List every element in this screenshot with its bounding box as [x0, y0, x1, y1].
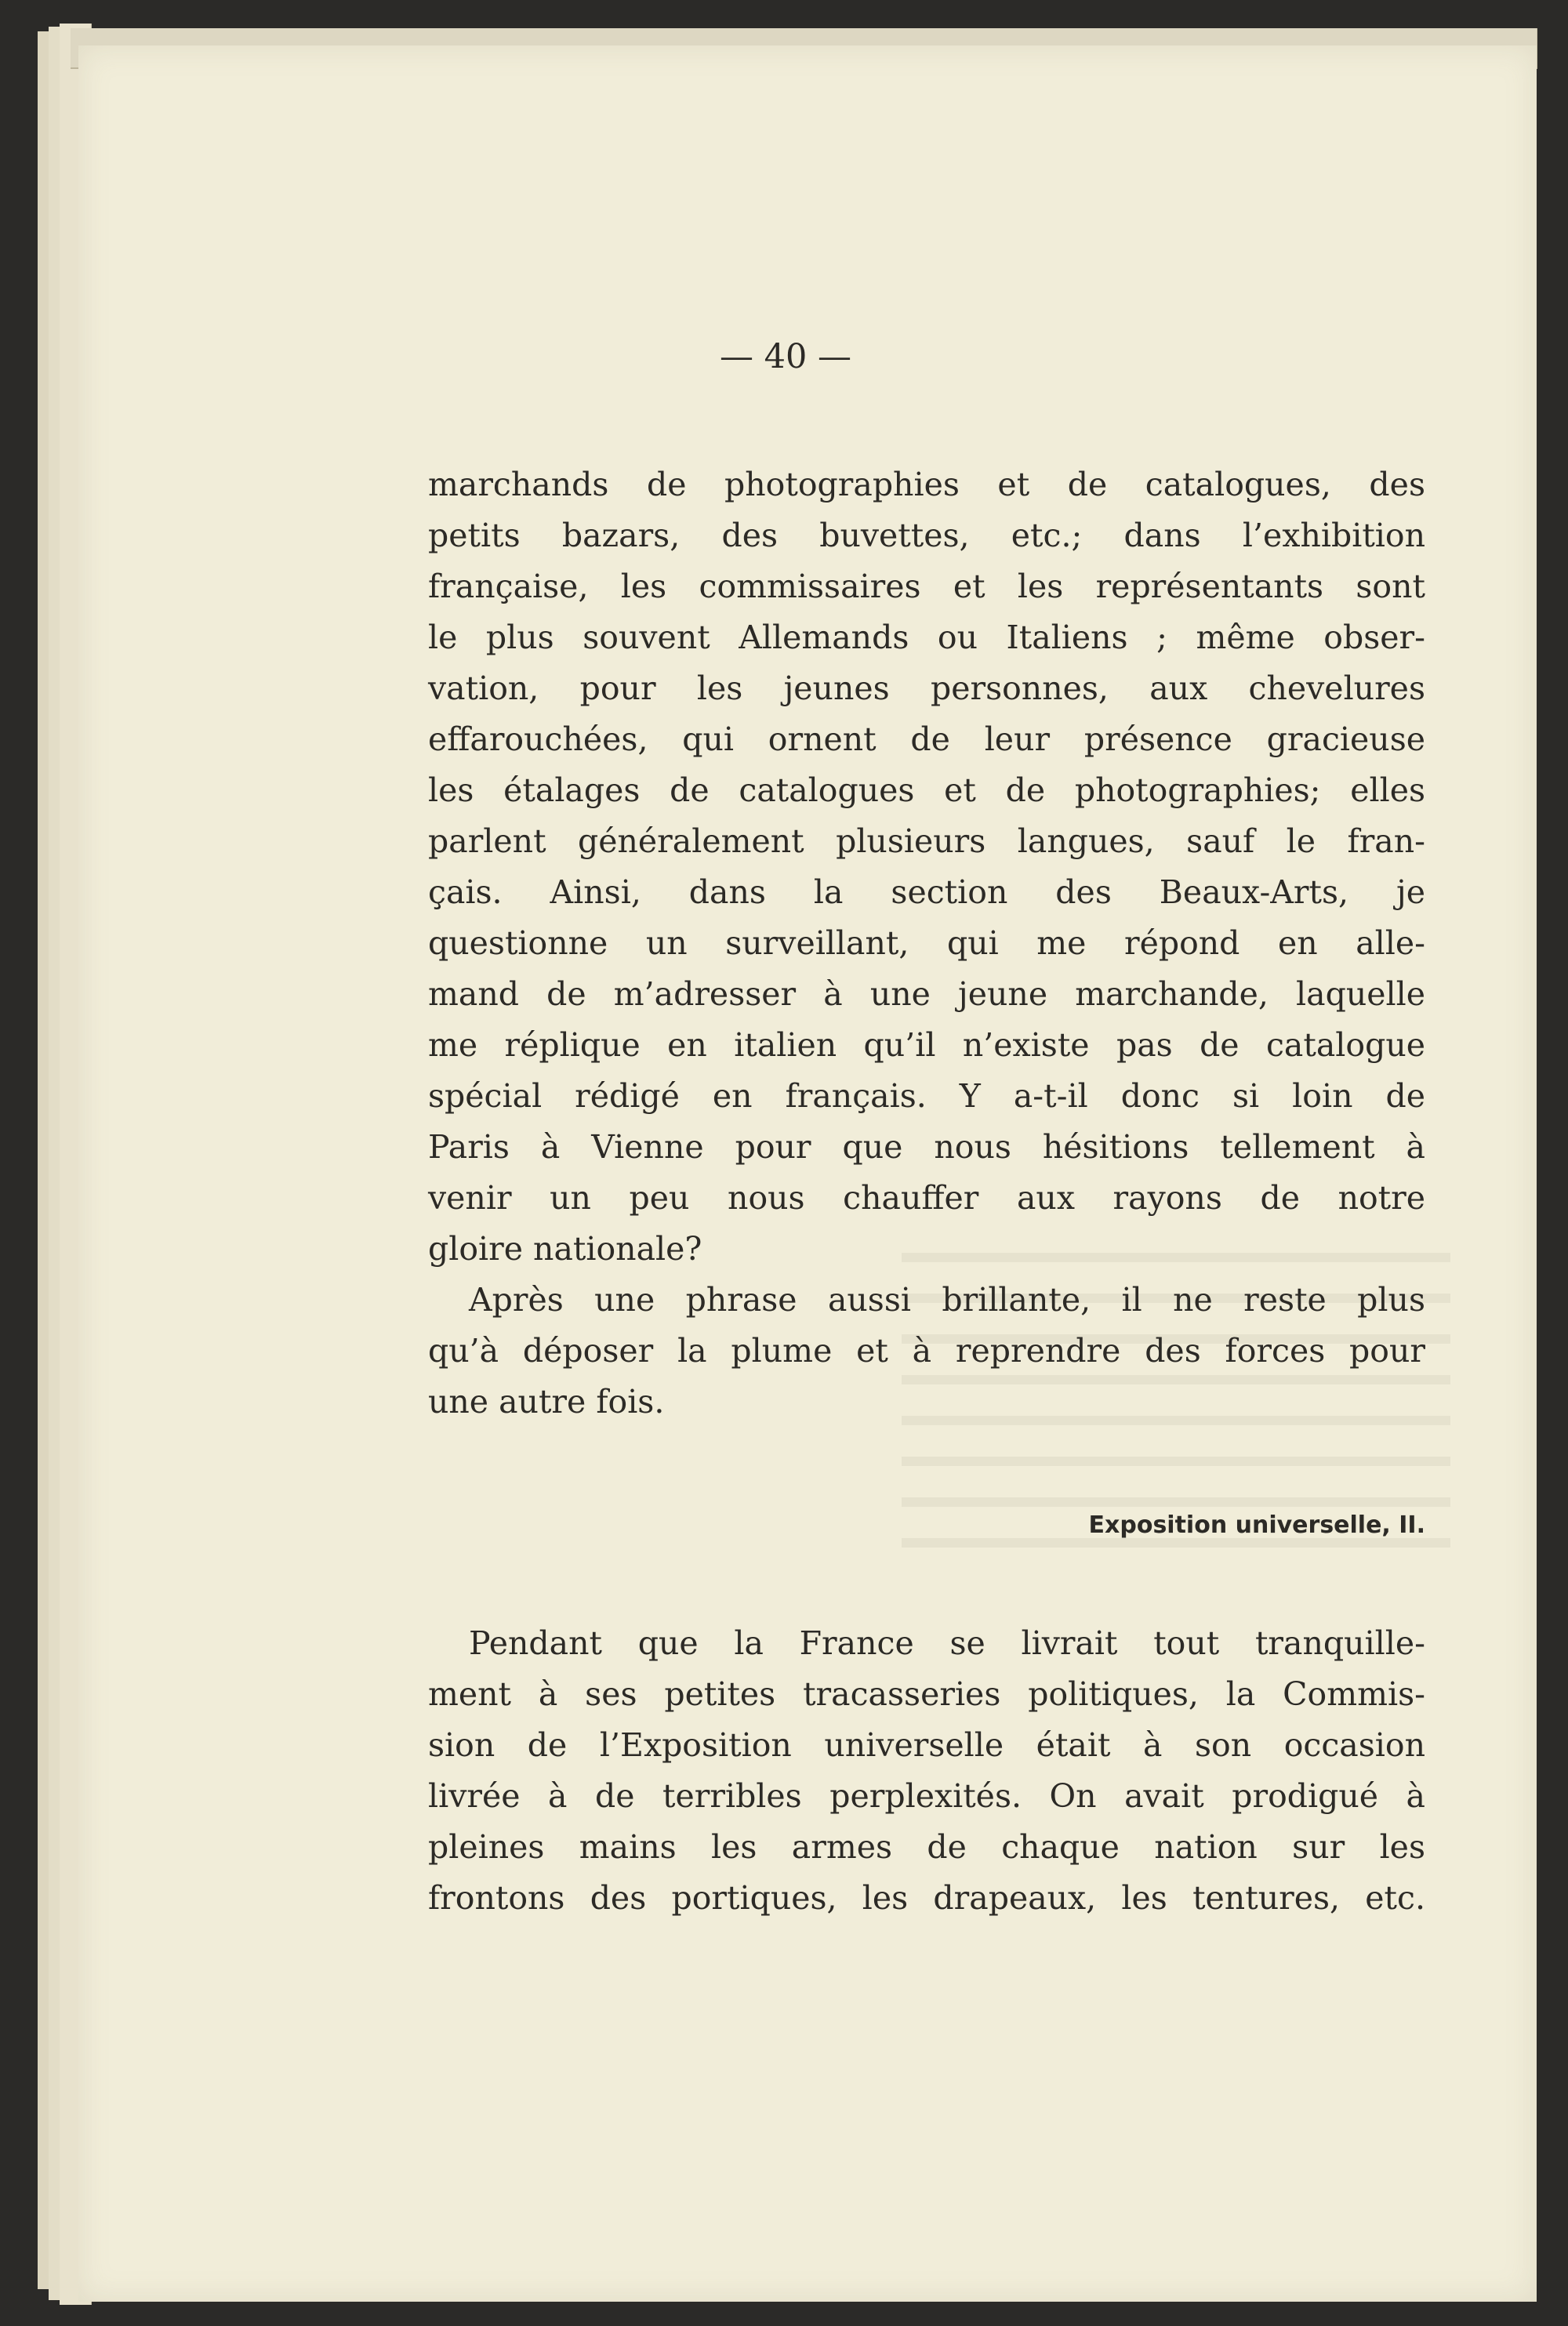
text-line: frontons des portiques, les drapeaux, les tentures, etc.	[428, 1879, 1425, 1917]
text-line: parlent généralement plusieurs langues, sauf le fran-	[428, 822, 1425, 860]
text-line: Après une phrase aussi brillante, il ne reste plus	[469, 1281, 1425, 1319]
text-line: pleines mains les armes de chaque nation sur les	[428, 1828, 1425, 1866]
paragraph-1	[428, 459, 1425, 1275]
text-line: gloire nationale?	[428, 1230, 702, 1268]
text-line: me réplique en italien qu’il n’existe pas de catalogue	[428, 1026, 1425, 1064]
page-number: — 40 —	[719, 337, 852, 376]
section-1-text	[428, 459, 1425, 1428]
paragraph-2	[428, 1275, 1425, 1428]
text-line: les étalages de catalogues et de photographies; elles	[428, 771, 1425, 809]
text-line: ment à ses petites tracasseries politiques, la Commis-	[428, 1675, 1425, 1713]
text-line: çais. Ainsi, dans la section des Beaux-Arts, je	[428, 873, 1425, 911]
text-line: spécial rédigé en français. Y a-t-il donc si loin de	[428, 1077, 1425, 1115]
text-line: sion de l’Exposition universelle était à son occasion	[428, 1726, 1425, 1764]
paragraph-3	[428, 1618, 1425, 1924]
text-line: le plus souvent Allemands ou Italiens ; même obser-	[428, 619, 1425, 656]
text-line: marchands de photographies et de catalogues, des	[428, 466, 1425, 503]
book-page	[78, 45, 1537, 2302]
text-line: française, les commissaires et les représentants sont	[428, 568, 1425, 605]
text-line: une autre fois.	[428, 1383, 665, 1421]
text-line: petits bazars, des buvettes, etc.; dans l’exhibition	[428, 517, 1425, 554]
text-line: vation, pour les jeunes personnes, aux chevelures	[428, 669, 1425, 707]
section-2-text	[428, 1618, 1425, 1924]
text-line: livrée à de terribles perplexités. On avait prodigué à	[428, 1777, 1425, 1815]
text-line: mand de m’adresser à une jeune marchande, laquelle	[428, 975, 1425, 1013]
text-line: Pendant que la France se livrait tout tranquille-	[469, 1624, 1425, 1662]
text-line: Paris à Vienne pour que nous hésitions tellement à	[428, 1128, 1425, 1166]
section-heading: Exposition universelle, II.	[1088, 1511, 1425, 1539]
text-line: effarouchées, qui ornent de leur présence gracieuse	[428, 720, 1425, 758]
text-line: questionne un surveillant, qui me répond en alle-	[428, 924, 1425, 962]
text-line: qu’à déposer la plume et à reprendre des forces pour	[428, 1332, 1425, 1370]
text-line: venir un peu nous chauffer aux rayons de notre	[428, 1179, 1425, 1217]
